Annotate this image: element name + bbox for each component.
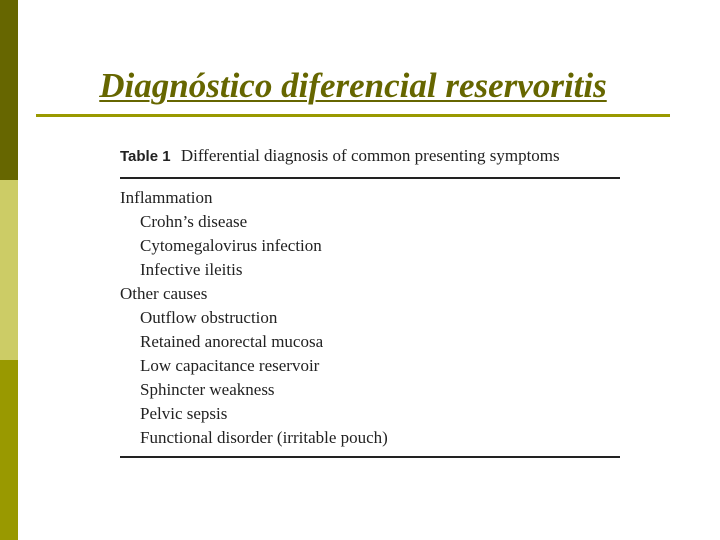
slide-title: Diagnóstico diferencial reservoritis (99, 66, 607, 105)
group-heading-other-causes: Other causes (120, 284, 208, 303)
table-row: Cytomegalovirus infection (140, 236, 322, 255)
table-row: Infective ileitis (140, 260, 243, 279)
group-heading-inflammation: Inflammation (120, 188, 213, 207)
sidebar-stripe-top (0, 0, 18, 180)
title-underline-rule (36, 114, 670, 117)
table-row: Pelvic sepsis (140, 404, 228, 423)
table-row: Low capacitance reservoir (140, 356, 320, 375)
sidebar-stripe-middle (0, 180, 18, 360)
table-row: Crohn’s disease (140, 212, 248, 231)
table-row: Sphincter weakness (140, 380, 275, 399)
table-row: Retained anorectal mucosa (140, 332, 324, 351)
table-caption-text: Differential diagnosis of common presenting symptoms (180, 146, 560, 165)
table-row: Outflow obstruction (140, 308, 278, 327)
table-top-rule (120, 177, 620, 179)
table-row: Functional disorder (irritable pouch) (140, 428, 388, 447)
table-body (120, 186, 620, 450)
table-bottom-rule (120, 456, 620, 458)
sidebar-stripe-bottom (0, 360, 18, 540)
table-label: Table 1 (120, 148, 171, 165)
table-caption (120, 145, 630, 168)
